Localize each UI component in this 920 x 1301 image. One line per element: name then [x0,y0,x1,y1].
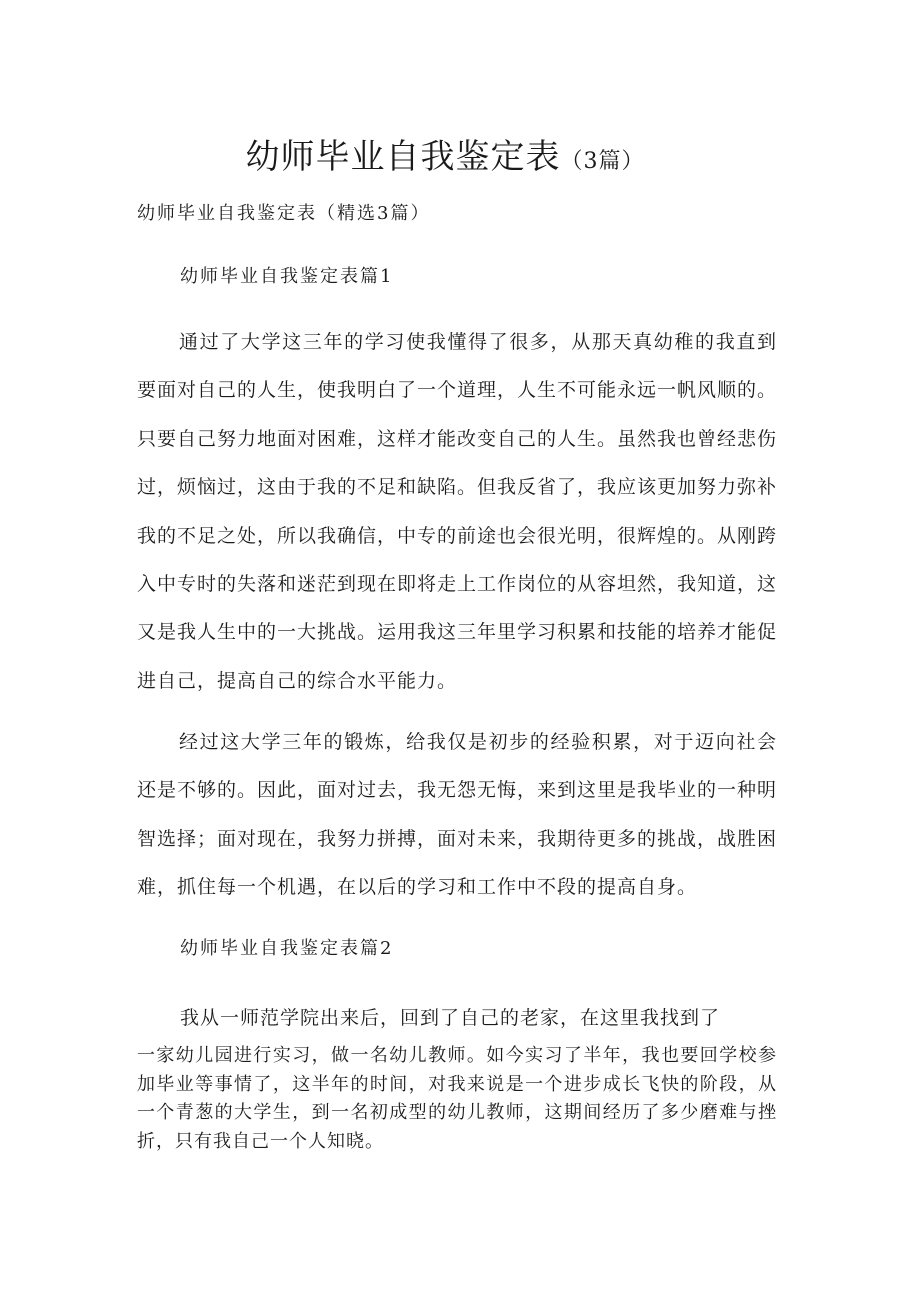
section2-paragraph: 一家幼儿园进行实习，做一名幼儿教师。如今实习了半年，我也要回学校参加毕业等事情了，这半年的时间，对我来说是一个进步成长飞快的阶段，从一个青葱的大学生，到一名初成型的幼儿教师，这期间经历了多少磨难与挫折，只有我自己一个人知晓。 [137,1045,777,1152]
document-title-suffix: （3篇） [560,149,645,174]
document-title-main: 幼师毕业自我鉴定表 [245,137,561,177]
document-title [0,132,890,187]
section1-heading: 幼师毕业自我鉴定表篇1 [180,266,394,287]
section1-paragraph-2: 经过这大学三年的锻炼，给我仅是初步的经验积累，对于迈向社会还是不够的。因此，面对过去，我无怨无悔，来到这里是我毕业的一种明智选择；面对现在，我努力拼搏，面对未来，我期待更多的挑战，战胜困难，抓住每一个机遇，在以后的学习和工作中不段的提高自身。 [137,731,778,899]
section1-paragraph-1: 通过了大学这三年的学习使我懂得了很多，从那天真幼稚的我直到要面对自己的人生，使我明白了一个道理，人生不可能永远一帆风顺的。只要自己努力地面对困难，这样才能改变自己的人生。虽然我也曾经悲伤过，烦恼过，这由于我的不足和缺陷。但我反省了，我应该更加努力弥补我的不足之处，所以我确信，中专的前途也会很光明，很辉煌的。从刚跨入中专时的失落和迷茫到现在即将走上工作岗位的从容坦然，我知道，这又是我人生中的一大挑战。运用我这三年里学习积累和技能的培养才能促进自己，提高自己的综合水平能力。 [137,331,778,692]
section2-first-line: 我从一师范学院出来后，回到了自己的老家，在这里我找到了 [180,1007,721,1029]
section2-heading: 幼师毕业自我鉴定表篇2 [180,938,394,959]
document-subtitle: 幼师毕业自我鉴定表（精选3篇） [137,203,431,224]
